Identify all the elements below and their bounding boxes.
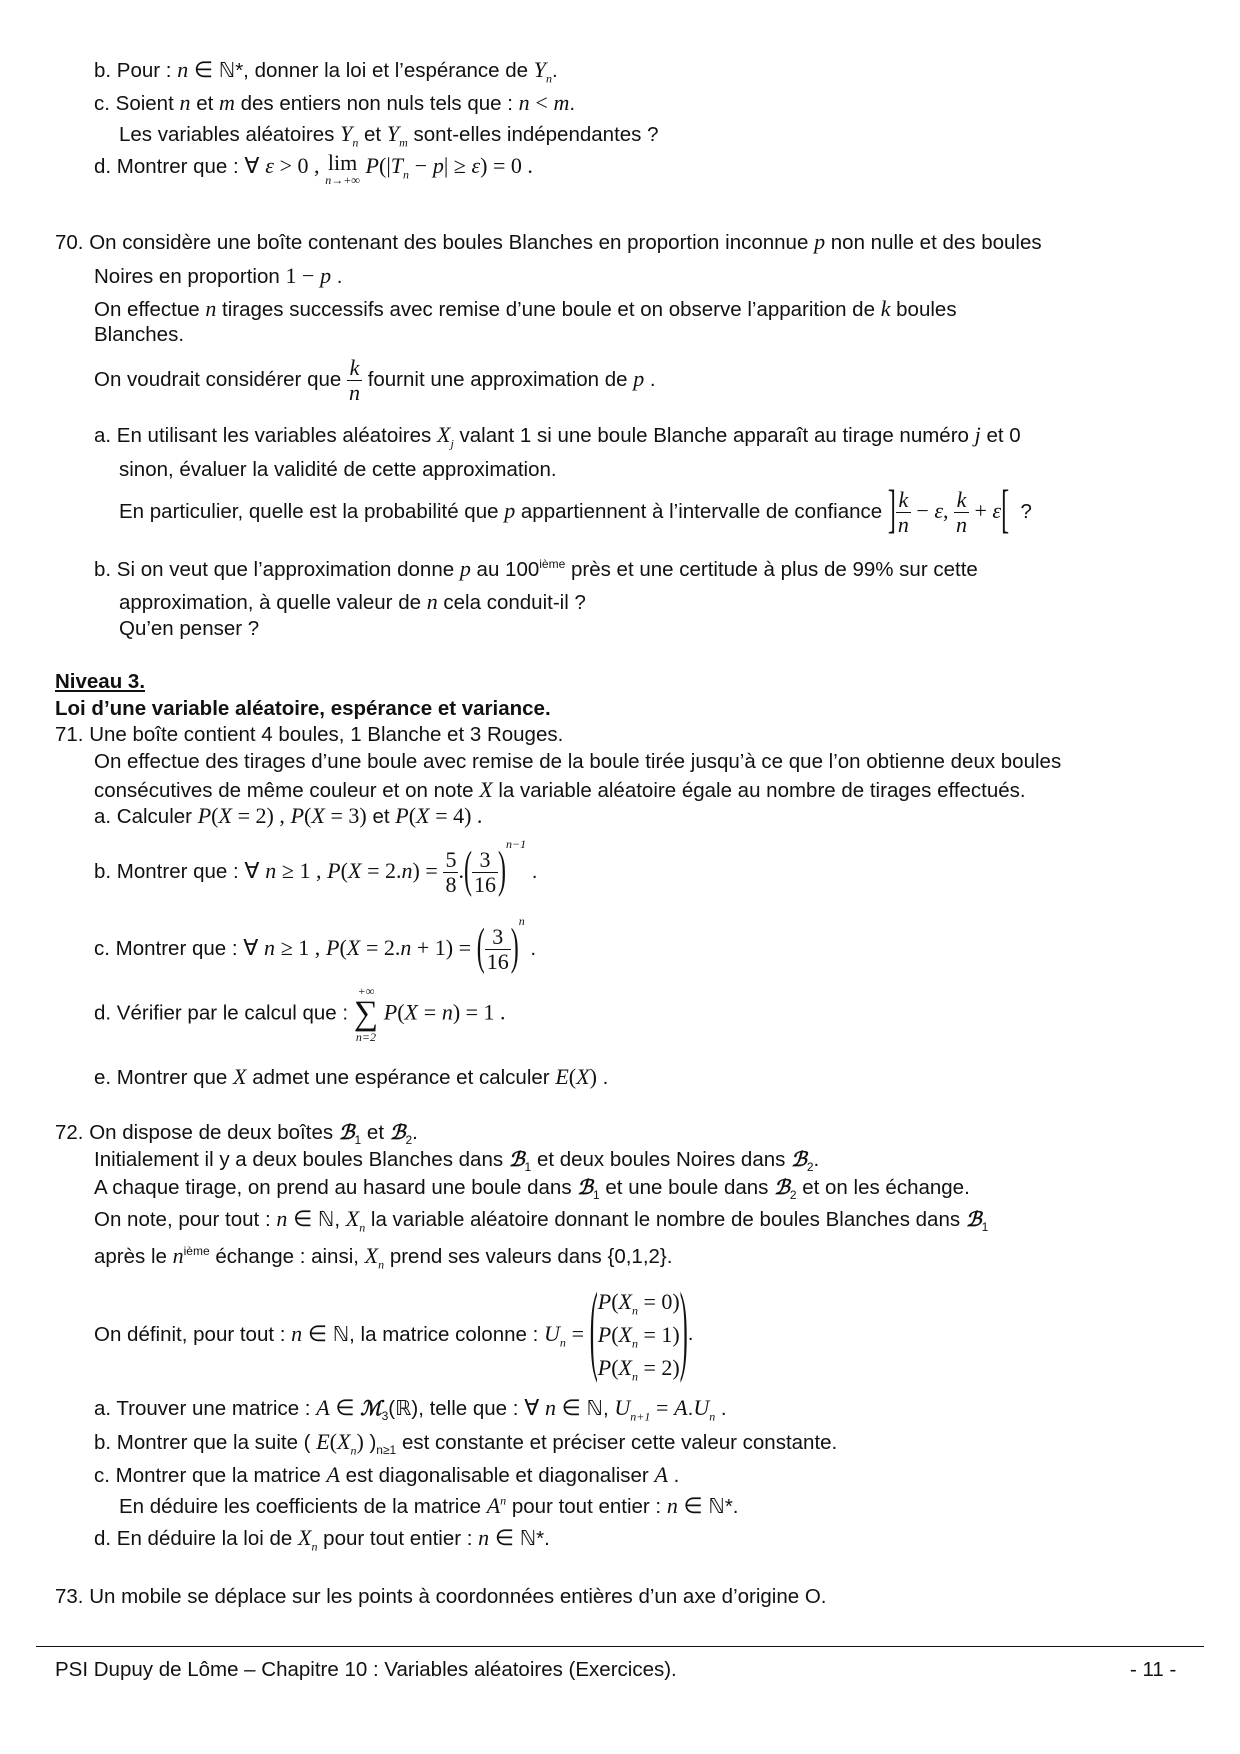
ex70-a-line1: a. En utilisant les variables aléatoires $X_j$ valant 1 si une boule Blanche apparaît au tirage numéro j et 0 xyxy=(94,422,1021,451)
ex71-line3: consécutives de même couleur et on note X la variable aléatoire égale au nombre de tirages effectués. xyxy=(94,777,1026,802)
item-b-line: b. Pour : n ∈ ℕ*, donner la loi et l’espérance de $Y_n$. xyxy=(94,57,558,86)
niveau-title: Niveau 3. xyxy=(55,670,146,693)
ex72-line1: 72. On dispose de deux boîtes ℬ$_1$ et ℬ$_2$. xyxy=(55,1120,418,1148)
ex70-a-line3: En particulier, quelle est la probabilité que p appartiennent à l’intervalle de confiance ] $\frac{k}{n}$ − ε, $\frac{k}{n}$ + ε[ ? xyxy=(119,482,1032,540)
ex70-line2: Noires en proportion 1 − p . xyxy=(94,263,343,288)
ex70-a-line2: sinon, évaluer la validité de cette approximation. xyxy=(119,458,557,481)
ex72-a: a. Trouver une matrice : A ∈ ℳ$_3$(ℝ), telle que : ∀ n ∈ ℕ, $U_{n+1} = A.U_n$ . xyxy=(94,1395,727,1424)
item-d-line: d. Montrer que : ∀ ε > 0 , lim n→+∞ $P(|T_n - p| \ge \varepsilon) = 0$ . xyxy=(94,150,533,187)
ex70-line5: On voudrait considérer que $\frac{k}{n}$ fournit une approximation de p . xyxy=(94,355,656,406)
ex71-b: b. Montrer que : ∀ n ≥ 1 , P(X = 2.n) = $\frac{5}{8}$ .( $\frac{3}{16}$ )$^{n-1}$ . xyxy=(94,837,538,899)
ex72-line5: après le $n^{ième}$ échange : ainsi, $X_n$ prend ses valeurs dans {0,1,2}. xyxy=(94,1243,673,1272)
ex71-line2: On effectue des tirages d’une boule avec remise de la boule tirée jusqu’à ce que l’on obtienne deux boules xyxy=(94,750,1062,773)
ex70-b-line1: b. Si on veut que l’approximation donne p au 100ième près et une certitude à plus de 99% sur cette xyxy=(94,556,978,581)
ex71-e: e. Montrer que X admet une espérance et calculer E(X) . xyxy=(94,1064,609,1089)
ex70-line3: On effectue n tirages successifs avec remise d’une boule et on observe l’apparition de k boules xyxy=(94,296,957,321)
ex72-c: c. Montrer que la matrice A est diagonalisable et diagonaliser A . xyxy=(94,1462,680,1487)
ex70-line4: Blanches. xyxy=(94,323,185,346)
ex72-d: d. En déduire la loi de $X_n$ pour tout entier : n ∈ ℕ*. xyxy=(94,1525,550,1554)
ex71-line1: 71. Une boîte contient 4 boules, 1 Blanche et 3 Rouges. xyxy=(55,723,564,746)
footer-rule xyxy=(36,1646,1204,1647)
ex72-line2: Initialement il y a deux boules Blanches dans ℬ$_1$ et deux boules Noires dans ℬ$_2$. xyxy=(94,1147,820,1175)
footer-left: PSI Dupuy de Lôme – Chapitre 10 : Variables aléatoires (Exercices). xyxy=(55,1658,677,1681)
ex72-line3: A chaque tirage, on prend au hasard une boule dans ℬ$_1$ et une boule dans ℬ$_2$ et on les échange. xyxy=(94,1175,970,1203)
footer-page-number: - 11 - xyxy=(1130,1658,1177,1681)
ex71-a: a. Calculer P(X = 2) , P(X = 3) et P(X = 4) . xyxy=(94,803,483,828)
item-c-line: c. Soient n et m des entiers non nuls tels que : n < m. xyxy=(94,90,576,115)
ex70-b-line2: approximation, à quelle valeur de n cela conduit-il ? xyxy=(119,589,586,614)
ex73-line: 73. Un mobile se déplace sur les points à coordonnées entières d’un axe d’origine O. xyxy=(55,1585,827,1608)
ex72-b: b. Montrer que la suite ( $E(X_n)$ )$_{n\ge 1}$ est constante et préciser cette valeur constante. xyxy=(94,1429,838,1458)
ex70-b-line3: Qu’en penser ? xyxy=(119,617,260,640)
item-c-line2: Les variables aléatoires $Y_n$ et $Y_m$ sont-elles indépendantes ? xyxy=(119,121,659,150)
ex71-d: d. Vérifier par le calcul que : +∞ ∑ n=2 P(X = n) = 1 . xyxy=(94,984,506,1044)
ex71-c: c. Montrer que : ∀ n ≥ 1 , P(X = 2.n + 1) = ( $\frac{3}{16}$ )$^n$ . xyxy=(94,914,537,976)
ex72-line6: On définit, pour tout : n ∈ ℕ, la matrice colonne : $U_n = (P(X_n = 0)$ $P(X_n = 1)$ $P(X_n = 2)$). xyxy=(94,1277,694,1387)
niveau-subtitle: Loi d’une variable aléatoire, espérance et variance. xyxy=(55,697,551,720)
ex72-line4: On note, pour tout : n ∈ ℕ, $X_n$ la variable aléatoire donnant le nombre de boules Blanches dans ℬ$_1$ xyxy=(94,1206,989,1235)
ex72-c2: En déduire les coefficients de la matrice $A^n$ pour tout entier : n ∈ ℕ*. xyxy=(119,1493,739,1518)
ex70-line1: 70. On considère une boîte contenant des boules Blanches en proportion inconnue p non nulle et des boules xyxy=(55,229,1042,254)
